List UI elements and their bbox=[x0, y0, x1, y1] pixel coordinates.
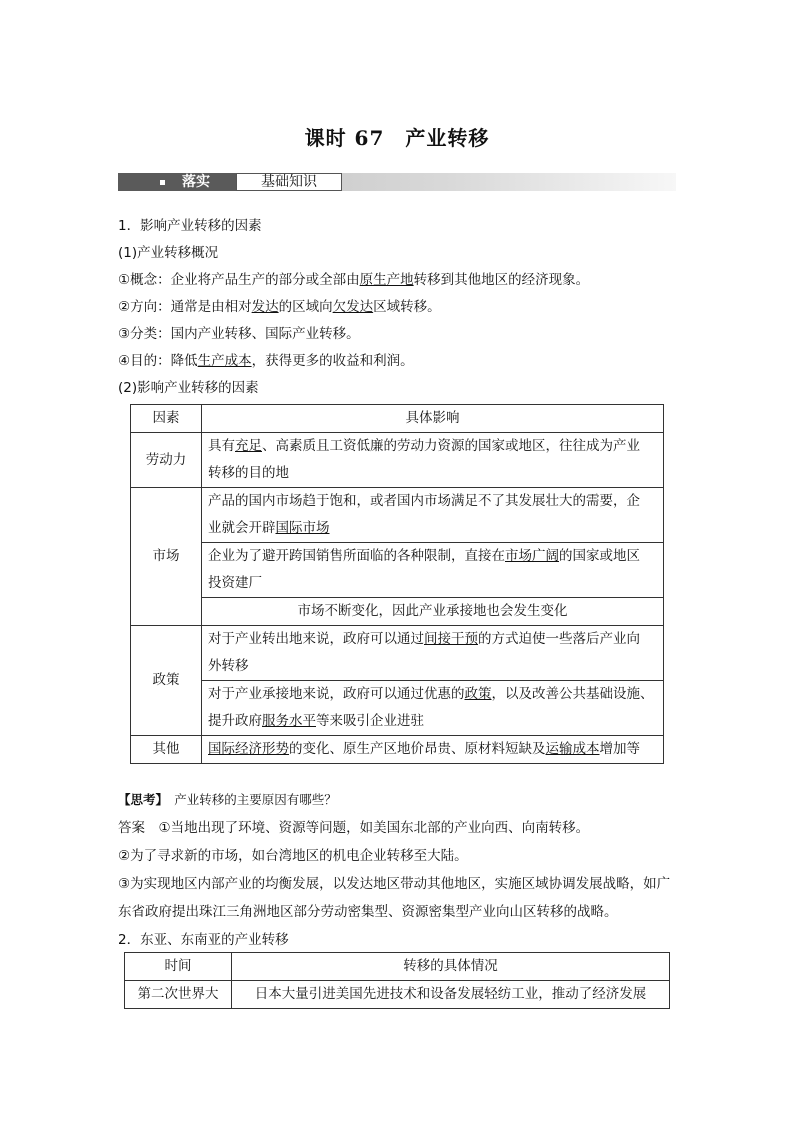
answer-line-2: ②为了寻求新的市场，如台湾地区的机电企业转移至大陆。 bbox=[118, 848, 468, 864]
subsection-1-1: (1)产业转移概况 bbox=[118, 245, 219, 261]
think-question: 【思考】 产业转移的主要原因有哪些？ bbox=[118, 792, 337, 807]
table-row: 市场不断变化，因此产业承接地也会发生变化 bbox=[131, 598, 664, 626]
concept-line: ①概念：企业将产品生产的部分或全部由原生产地转移到其他地区的经济现象。 bbox=[118, 272, 590, 288]
table-header-row: 因素 具体影响 bbox=[131, 405, 664, 433]
direction-line: ②方向：通常是由相对发达的区域向欠发达区域转移。 bbox=[118, 299, 441, 315]
square-bullet-icon bbox=[160, 180, 165, 185]
answer-line-1: 答案 ①当地出现了环境、资源等问题，如美国东北部的产业向西、向南转移。 bbox=[118, 820, 590, 836]
factors-table bbox=[130, 404, 664, 764]
classification-line: ③分类：国内产业转移、国际产业转移。 bbox=[118, 326, 360, 342]
table-row: 对于产业承接地来说，政府可以通过优惠的政策，以及改善公共基础设施、 提升政府服务水平等来吸引企业进驻 bbox=[131, 681, 664, 736]
answer-block bbox=[118, 814, 678, 954]
section-banner bbox=[118, 173, 676, 191]
section-2-heading: 2．东亚、东南亚的产业转移 bbox=[118, 932, 289, 948]
section-1-heading: 1．影响产业转移的因素 bbox=[118, 218, 262, 234]
table-row: 第二次世界大 日本大量引进美国先进技术和设备发展轻纺工业，推动了经济发展 bbox=[125, 981, 670, 1009]
table-row: 市场 产品的国内市场趋于饱和，或者国内市场满足不了其发展壮大的需要，企 业就会开辟国际市场 bbox=[131, 488, 664, 543]
banner-dark-tab bbox=[118, 173, 236, 191]
table-row: 政策 对于产业转出地来说，政府可以通过间接干预的方式迫使一些落后产业向 外转移 bbox=[131, 626, 664, 681]
aim-line: ④目的：降低生产成本，获得更多的收益和利润。 bbox=[118, 353, 414, 369]
table-header-row: 时间 转移的具体情况 bbox=[125, 953, 670, 981]
transfer-table bbox=[124, 952, 670, 1009]
banner-light-tab: 基础知识 bbox=[236, 173, 342, 191]
subsection-1-2: (2)影响产业转移的因素 bbox=[118, 380, 259, 396]
table-row: 其他 国际经济形势的变化、原生产区地价昂贵、原材料短缺及运输成本增加等 bbox=[131, 736, 664, 764]
table-row: 企业为了避开跨国销售所面临的各种限制，直接在市场广阔的国家或地区 投资建厂 bbox=[131, 543, 664, 598]
answer-line-3: ③为实现地区内部产业的均衡发展，以发达地区带动其他地区，实施区域协调发展战略，如广东省政府提出珠江三角洲地区部分劳动密集型、资源密集型产业向山区转移的战略。 bbox=[118, 876, 671, 920]
table-row: 劳动力 具有充足、高素质且工资低廉的劳动力资源的国家或地区，往往成为产业 转移的目的地 bbox=[131, 433, 664, 488]
banner-dark-label: 落实 bbox=[182, 174, 210, 190]
page-title: 课时 67 产业转移 bbox=[304, 126, 490, 150]
